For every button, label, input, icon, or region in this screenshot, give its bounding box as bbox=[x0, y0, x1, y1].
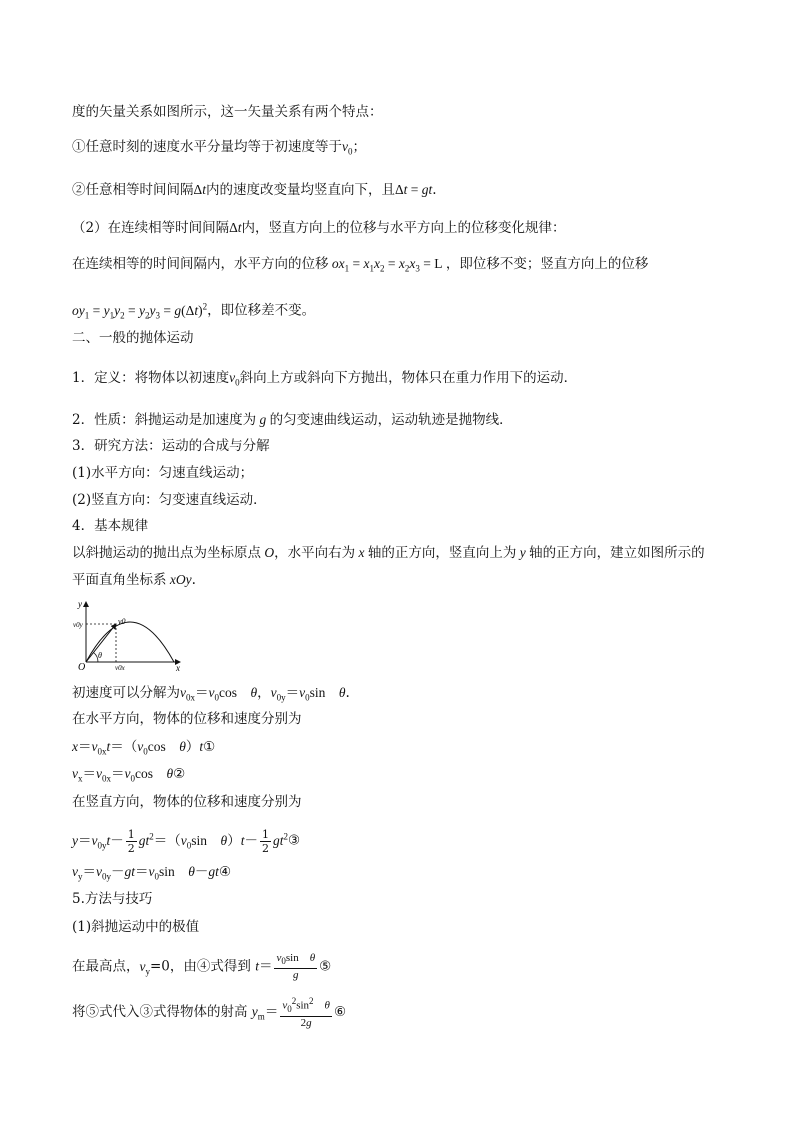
text-line: 3．研究方法：运动的合成与分解 bbox=[72, 438, 270, 454]
text-line: (2)竖直方向：匀变速直线运动． bbox=[72, 492, 267, 508]
v0y-label: v0y bbox=[73, 621, 83, 629]
formula-line: $x=v_{0x}t=(v_0\cos$ θ）t① bbox=[72, 739, 216, 757]
text-line: 在竖直方向，物体的位移和速度分别为 bbox=[72, 794, 302, 810]
formula-delta-v: Δt = gt bbox=[394, 182, 433, 197]
theta-label: θ bbox=[98, 651, 102, 660]
text-line: (1)水平方向：匀速直线运动； bbox=[72, 465, 254, 481]
axis-x-label: x bbox=[176, 663, 180, 672]
formula-line: 在最高点，$v_y=0$，由④式得到 t＝ $\frac{v_0\sin \theta}{g}$ ⑤ bbox=[72, 952, 332, 982]
text-line: （2）在连续相等时间间隔Δt内，竖直方向上的位移与水平方向上的位移变化规律： bbox=[72, 220, 566, 236]
formula-line: $v_x=v_{0x}=v_0\cos$ θ② bbox=[72, 766, 186, 784]
projectile-diagram bbox=[72, 598, 192, 672]
text-line: 1．定义：将物体以初速度$v_0$斜向上方或斜向下方抛出，物体只在重力作用下的运动． bbox=[72, 370, 578, 388]
section-heading: 二、一般的抛体运动 bbox=[72, 330, 194, 346]
text-line: 平面直角坐标系 xOy. bbox=[72, 572, 196, 588]
text-line: 度的矢量关系如图所示，这一矢量关系有两个特点： bbox=[72, 104, 383, 120]
text-line: 在水平方向，物体的位移和速度分别为 bbox=[72, 711, 302, 727]
text-line: 5.方法与技巧 bbox=[72, 891, 153, 907]
formula-v0: $v_0$ bbox=[342, 139, 353, 157]
text-line: 2．性质：斜抛运动是加速度为 g 的匀变速曲线运动，运动轨迹是抛物线． bbox=[72, 412, 513, 428]
text-line: 4．基本规律 bbox=[72, 518, 149, 534]
text-line: 初速度可以分解为$v_{0x}=v_0\cos$ θ，$v_{0y}=v_0\sin$ θ. bbox=[72, 685, 350, 703]
v0-label: v0 bbox=[118, 617, 126, 626]
text-line: 以斜抛运动的抛出点为坐标原点 O，水平向右为 x 轴的正方向，竖直向上为 y 轴的正方向，建立如图所示的 bbox=[72, 545, 705, 561]
text-line: 在连续相等的时间间隔内，水平方向的位移 $ox_1 = x_1x_2 = x_2x_3 = L$ ，即位移不变；竖直方向上的位移 bbox=[72, 256, 649, 274]
v0x-label: v0x bbox=[115, 664, 125, 672]
formula-line: 将⑤式代入③式得物体的射高 $y_m=$ $\frac{v_0^2\sin^2 \theta}{2g}$ ⑥ bbox=[72, 996, 347, 1029]
text-line: $oy_1 = y_1y_2 = y_2y_3 = g(\Delta t)^2$，即位移差不变。 bbox=[72, 301, 316, 321]
text-line: (1)斜抛运动中的极值 bbox=[72, 919, 200, 935]
formula-vertical-displacement: $oy_1 = y_1y_2 = y_2y_3 = g(\Delta t)^2$ bbox=[72, 301, 208, 321]
origin-label: O bbox=[78, 662, 86, 672]
text-line: ①任意时刻的速度水平分量均等于初速度等于$v_0$； bbox=[72, 139, 366, 157]
text-line: ②任意相等时间间隔Δt内的速度改变量均竖直向下，且Δt = gt. bbox=[72, 182, 437, 198]
formula-delta-t: Δt bbox=[193, 182, 206, 197]
formula-line: $v_y=v_{0y}-gt=v_0\sin$ θ－gt④ bbox=[72, 864, 232, 882]
formula-horizontal-displacement: $ox_1 = x_1x_2 = x_2x_3 = L$ bbox=[328, 256, 443, 274]
axis-y-label: y bbox=[78, 599, 82, 609]
formula-line: $y=v_{0y}t-$ $\frac{1}{2}$ $gt^2=(v_0\sin$ θ）t－ $\frac{1}{2}$ $gt^2③$ bbox=[72, 827, 301, 855]
